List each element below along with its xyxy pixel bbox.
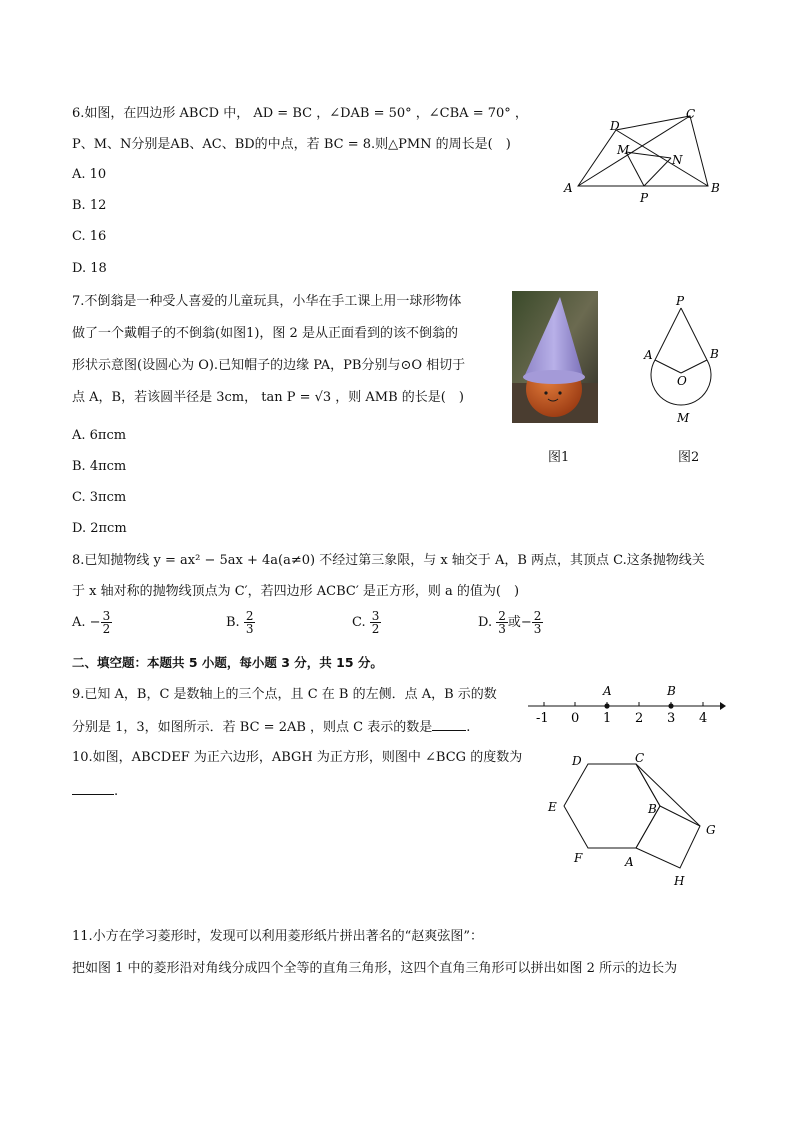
q6-option-c: C. 16 <box>72 229 107 244</box>
q10-label-c: C <box>635 751 645 765</box>
q10-label-b: B <box>648 802 657 816</box>
q6-label-p: P <box>640 191 649 205</box>
q7-option-d: D. 2πcm <box>72 521 127 536</box>
q9-line2: 分别是 1，3，如图所示．若 BC = 2AB ，则点 C 表示的数是 . <box>72 720 471 735</box>
fig1-caption: 图1 <box>548 450 570 465</box>
fig2-label-p: P <box>676 294 685 308</box>
fig2-label-o: O <box>677 374 687 388</box>
q8-option-c: C. $\frac{3}{2}$ <box>352 609 380 636</box>
fig2-label-m: M <box>677 411 690 425</box>
q7-option-a: A. 6πcm <box>72 428 127 443</box>
q7-line1: 7.不倒翁是一种受人喜爱的儿童玩具，小华在手工课上用一球形物体 <box>72 294 462 309</box>
tick-label-1: 1 <box>603 711 612 726</box>
q10-label-f: F <box>574 851 583 865</box>
section2-title: 二、填空题：本题共 5 小题，每小题 3 分，共 15 分。 <box>72 655 383 670</box>
number-line-figure <box>526 682 726 726</box>
fig2-label-a: A <box>644 348 653 362</box>
q9-line1: 9.已知 A，B，C 是数轴上的三个点，且 C 在 B 的左侧．点 A，B 示的数 <box>72 687 497 702</box>
tick-label-4: 4 <box>699 711 708 726</box>
q6-label-c: C <box>686 107 696 121</box>
tick-label-neg1: -1 <box>536 711 549 726</box>
q6-label-m: M <box>617 143 630 157</box>
tumbler-schematic-figure <box>640 292 728 428</box>
point-label-a: A <box>603 684 612 698</box>
q7-line4: 点 A，B，若该圆半径是 3cm， tan P = √3 ，则 AMB 的长是( ) <box>72 390 464 405</box>
tick-label-2: 2 <box>635 711 644 726</box>
hexagon-square-figure <box>540 748 730 890</box>
q11-line2: 把如图 1 中的菱形沿对角线分成四个全等的直角三角形，这四个直角三角形可以拼出如图 2 所示的边长为 <box>72 961 678 976</box>
q6-quadrilateral-figure <box>556 106 726 208</box>
q10-line1: 10.如图，ABCDEF 为正六边形，ABGH 为正方形，则图中 ∠BCG 的度数为 <box>72 750 523 765</box>
tick-label-3: 3 <box>667 711 676 726</box>
q8-option-d: D. $\frac{2}{3}$ 或− $\frac{2}{3}$ <box>478 609 542 636</box>
fig2-label-b: B <box>710 347 719 361</box>
q11-line1: 11.小方在学习菱形时，发现可以利用菱形纸片拼出著名的“赵爽弦图”： <box>72 929 483 944</box>
q6-label-n: N <box>672 153 683 167</box>
q6-label-d: D <box>610 119 620 133</box>
q7-line3: 形状示意图(设圆心为 O).已知帽子的边缘 PA，PB分别与⊙O 相切于 <box>72 358 466 373</box>
q6-label-a: A <box>564 181 573 195</box>
q6-line2: P、M、N分别是AB、AC、BD的中点，若 BC = 8.则△PMN 的周长是( ) <box>72 137 511 152</box>
q10-label-h: H <box>674 874 685 888</box>
fig2-caption: 图2 <box>678 450 700 465</box>
q7-option-b: B. 4πcm <box>72 459 127 474</box>
q8-line2: 于 x 轴对称的抛物线顶点为 C′，若四边形 ACBC′ 是正方形，则 a 的值为( ) <box>72 584 520 599</box>
q6-line1: 6.如图，在四边形 ABCD 中， AD = BC ，∠DAB = 50° ，∠CBA = 70° ， <box>72 106 528 121</box>
q10-label-g: G <box>706 823 716 837</box>
q6-option-a: A. 10 <box>72 167 107 182</box>
tumbler-toy-photo <box>512 291 598 423</box>
q8-option-b: B. $\frac{2}{3}$ <box>226 609 254 636</box>
tick-label-0: 0 <box>571 711 580 726</box>
q7-line2: 做了一个戴帽子的不倒翁(如图1)，图 2 是从正面看到的该不倒翁的 <box>72 326 458 341</box>
q10-label-d: D <box>572 754 582 768</box>
q8-line1: 8.已知抛物线 y = ax² − 5ax + 4a(a≠0) 不经过第三象限，与 x 轴交于 A，B 两点，其顶点 C.这条抛物线关 <box>72 553 705 568</box>
q6-option-b: B. 12 <box>72 198 107 213</box>
q7-option-c: C. 3πcm <box>72 490 127 505</box>
q10-label-a: A <box>625 855 634 869</box>
q10-answer-line: . <box>72 782 118 800</box>
q6-option-d: D. 18 <box>72 261 107 276</box>
q8-option-a: A. − $\frac{3}{2}$ <box>72 609 111 636</box>
q6-label-b: B <box>711 181 720 195</box>
q10-label-e: E <box>548 800 557 814</box>
point-label-b: B <box>667 684 676 698</box>
